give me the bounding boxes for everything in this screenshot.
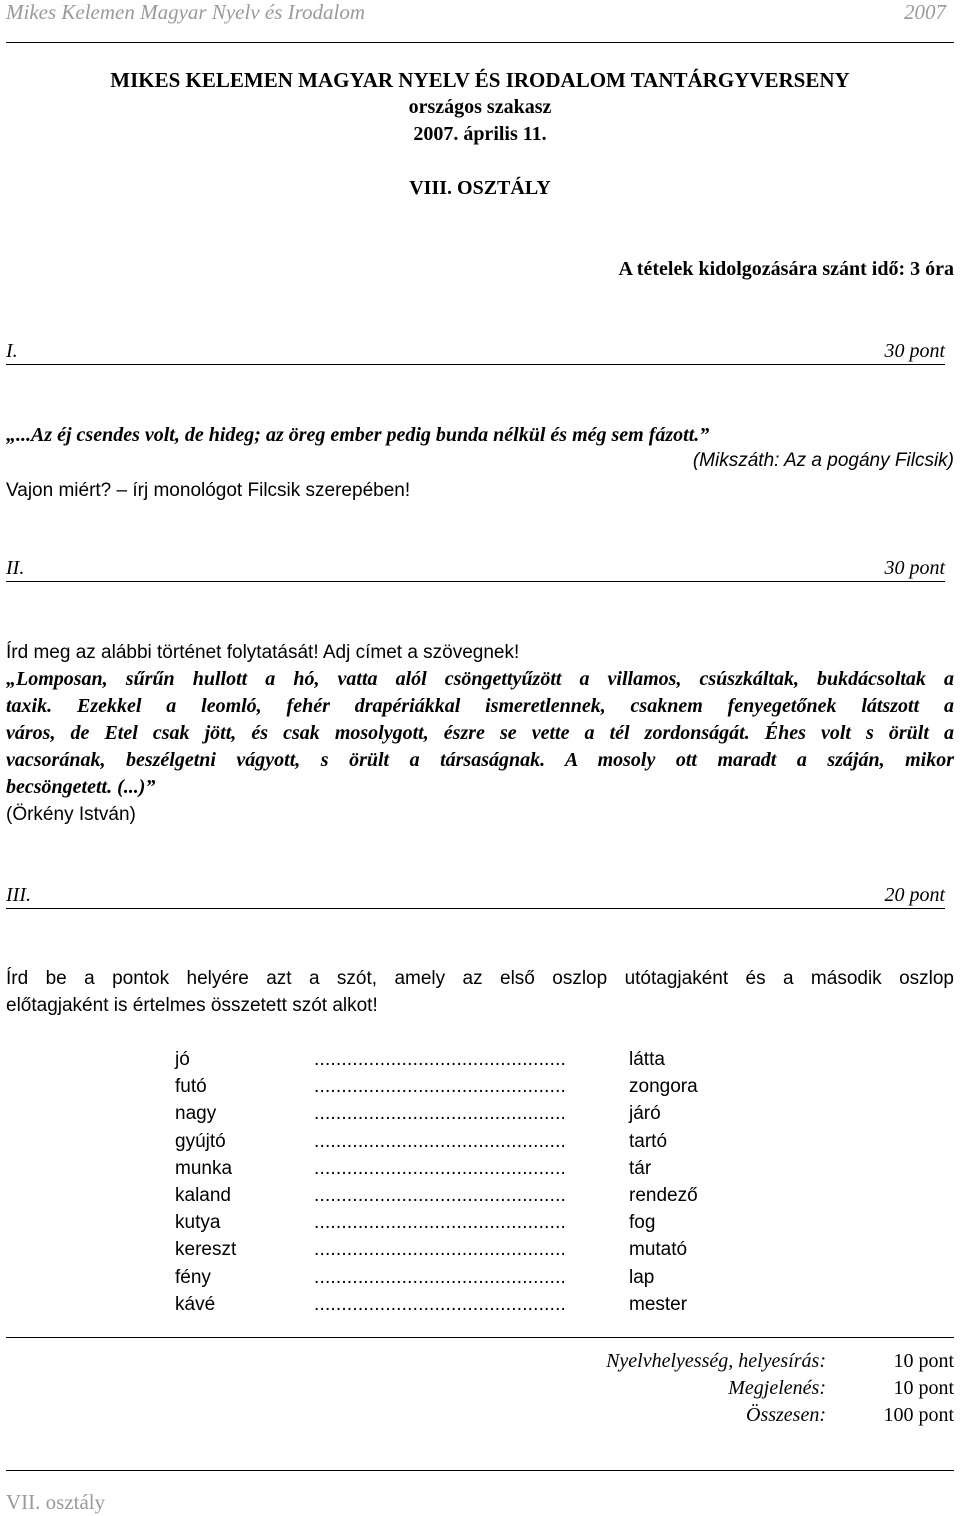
score-label: Megjelenés: <box>728 1377 826 1399</box>
first-word: fény <box>175 1266 211 1288</box>
answer-blank[interactable]: .............................................. <box>314 1293 567 1315</box>
first-word: kereszt <box>175 1239 237 1261</box>
first-word: munka <box>175 1157 233 1179</box>
section-1-points: 30 pont <box>884 340 945 362</box>
header-title: Mikes Kelemen Magyar Nyelv és Irodalom <box>6 0 366 24</box>
word-row <box>175 1291 735 1318</box>
section-2-points: 30 pont <box>884 557 945 579</box>
section-3-header <box>6 884 945 909</box>
first-word: futó <box>175 1076 207 1098</box>
score-label: Összesen: <box>746 1404 826 1426</box>
first-word: kutya <box>175 1212 221 1234</box>
second-word: lap <box>629 1266 655 1288</box>
word-row <box>175 1236 735 1263</box>
scoring-rule <box>6 1337 954 1338</box>
competition-stage: országos szakasz <box>408 96 552 118</box>
section-2-quote-line: taxik. Ezekkel a leomló, fehér drapériákkal ismeretlennek, csaknem fenyegetőnek látszott a <box>6 695 954 717</box>
section-3-task-line-2: előtagjaként is értelmes összetett szót alkot! <box>6 995 378 1016</box>
section-3-task-line-1: Írd be a pontok helyére azt a szót, amely az első oszlop utótagjaként és a második oszlop <box>6 968 954 989</box>
answer-blank[interactable]: .............................................. <box>314 1130 567 1152</box>
answer-blank[interactable]: .............................................. <box>314 1266 567 1288</box>
grade-title: VIII. OSZTÁLY <box>409 177 551 199</box>
word-row <box>175 1046 735 1073</box>
second-word: tár <box>629 1157 652 1179</box>
section-3-label: III. <box>6 884 31 906</box>
section-2-quote-line: város, de Etel csak jött, és csak mosolygott, észre se vette a tél zordonságát. Éhes volt s örült a <box>6 722 954 744</box>
second-word: mester <box>629 1293 688 1315</box>
word-table <box>175 1046 735 1318</box>
second-word: tartó <box>629 1130 668 1152</box>
word-row <box>175 1155 735 1182</box>
section-1-header <box>6 340 945 365</box>
word-row <box>175 1073 735 1100</box>
competition-title: MIKES KELEMEN MAGYAR NYELV ÉS IRODALOM TANTÁRGYVERSENY <box>110 68 850 92</box>
answer-blank[interactable]: .............................................. <box>314 1184 567 1206</box>
section-2-quote-line: vacsorának, beszélgetni vágyott, s örült a társaságnak. A mosoly ott maradt a száján, mikor <box>6 749 954 771</box>
footer-text: VII. osztály <box>6 1490 106 1514</box>
score-row <box>554 1402 954 1429</box>
word-row <box>175 1264 735 1291</box>
answer-blank[interactable]: .............................................. <box>314 1103 567 1125</box>
section-2-author: (Örkény István) <box>6 804 136 825</box>
second-word: mutató <box>629 1239 688 1261</box>
second-word: fog <box>629 1212 656 1234</box>
score-value: 10 pont <box>893 1377 954 1399</box>
second-word: látta <box>629 1049 665 1070</box>
second-word: zongora <box>629 1076 698 1098</box>
section-2-label: II. <box>6 557 25 579</box>
second-word: járó <box>629 1103 661 1125</box>
word-row <box>175 1209 735 1236</box>
first-word: jó <box>175 1049 190 1070</box>
section-2-quote-line: becsöngetett. (...)” <box>6 776 156 798</box>
score-row <box>554 1375 954 1402</box>
section-1-quote: „...Az éj csendes volt, de hideg; az öreg ember pedig bunda nélkül és még sem fázott.” <box>6 424 710 446</box>
section-2-quote-line: „Lomposan, sűrűn hullott a hó, vatta alól csöngettyűzött a villamos, csúszkáltak, bukdácsoltak a <box>6 668 954 690</box>
score-value: 100 pont <box>883 1404 954 1426</box>
answer-blank[interactable]: .............................................. <box>314 1239 567 1261</box>
first-word: gyújtó <box>175 1130 226 1152</box>
header-year: 2007 <box>904 0 946 24</box>
second-word: rendező <box>629 1184 698 1206</box>
first-word: kaland <box>175 1184 231 1206</box>
score-value: 10 pont <box>893 1350 954 1372</box>
section-1-source: (Mikszáth: Az a pogány Filcsik) <box>692 450 954 471</box>
answer-blank[interactable]: .............................................. <box>314 1212 567 1234</box>
word-row <box>175 1182 735 1209</box>
section-3-points: 20 pont <box>884 884 945 906</box>
time-allowed: A tételek kidolgozására szánt idő: 3 óra <box>618 258 954 280</box>
first-word: kávé <box>175 1293 216 1315</box>
section-2-task: Írd meg az alábbi történet folytatását! Adj címet a szövegnek! <box>6 642 520 663</box>
score-row <box>554 1348 954 1375</box>
first-word: nagy <box>175 1103 217 1125</box>
word-row <box>175 1100 735 1127</box>
word-row <box>175 1128 735 1155</box>
section-1-label: I. <box>6 340 18 362</box>
section-2-header <box>6 557 945 582</box>
section-1-task: Vajon miért? – írj monológot Filcsik szerepében! <box>6 480 411 501</box>
score-label: Nyelvhelyesség, helyesírás: <box>606 1350 826 1372</box>
footer-rule <box>6 1470 954 1471</box>
answer-blank[interactable]: .............................................. <box>314 1049 567 1070</box>
competition-date: 2007. április 11. <box>413 123 547 145</box>
answer-blank[interactable]: .............................................. <box>314 1157 567 1179</box>
answer-blank[interactable]: .............................................. <box>314 1076 567 1098</box>
header-rule <box>6 42 954 43</box>
